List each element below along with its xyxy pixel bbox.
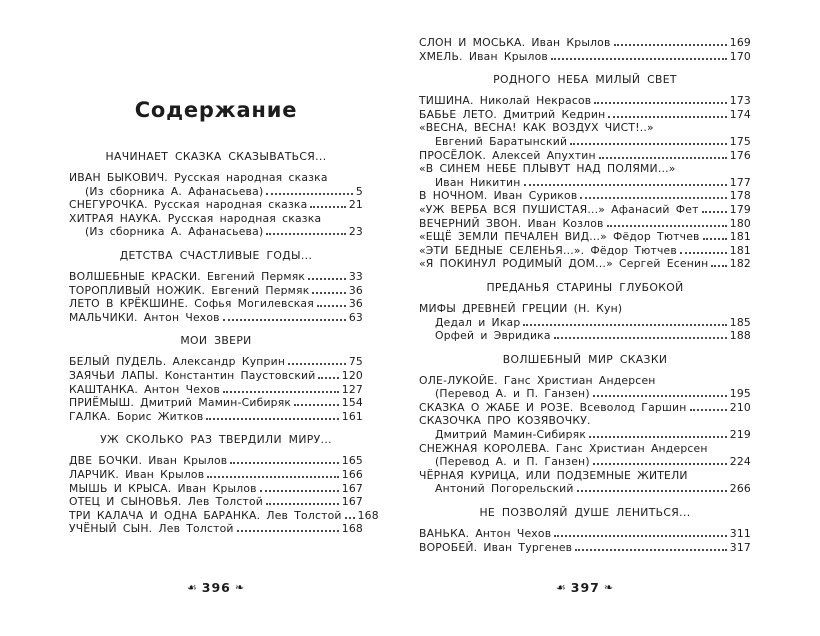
dot-leader	[580, 197, 726, 199]
dot-leader	[589, 436, 727, 438]
toc-entry-text: ХМЕЛЬ. Иван Крылов	[419, 49, 548, 63]
toc-page-ref: 169	[729, 36, 751, 49]
dot-leader	[594, 102, 726, 104]
toc-entry-line	[69, 311, 363, 325]
toc-page-ref: 181	[729, 243, 751, 257]
toc-entry-line	[419, 189, 751, 203]
toc-page-ref: 195	[729, 387, 751, 401]
toc-entry-line	[419, 217, 751, 231]
toc-entry-text: СКАЗОЧКА ПРО КОЗЯВОЧКУ.	[419, 414, 591, 428]
toc-entry	[69, 522, 363, 536]
toc-entry-line	[419, 541, 751, 555]
dot-leader	[317, 305, 346, 307]
toc-entry-line	[419, 162, 751, 176]
toc-entry-line	[419, 482, 751, 496]
toc-entry	[69, 284, 363, 298]
toc-page-ref: 75	[348, 355, 363, 369]
dot-leader	[318, 377, 338, 379]
toc-entry-text: БЕЛЫЙ ПУДЕЛЬ. Александр Куприн	[69, 355, 286, 369]
toc-page-ref: 178	[729, 189, 751, 203]
toc-entry-text: ВАНЬКА. Антон Чехов	[419, 527, 552, 541]
toc-entry-line	[419, 469, 751, 483]
toc-entry-line	[69, 297, 363, 311]
toc-entry-line	[69, 410, 363, 424]
toc-entry-text: Антоний Погорельский	[435, 482, 574, 496]
dot-leader	[523, 324, 726, 326]
dot-leader	[308, 278, 346, 280]
toc-entry-text: «ВЕСНА, ВЕСНА! КАК ВОЗДУХ ЧИСТ!..»	[419, 121, 654, 135]
toc-section-heading: ПРЕДАНЬЯ СТАРИНЫ ГЛУБОКОЙ	[486, 280, 684, 294]
footer-ornament-left-icon: ☙	[186, 581, 198, 594]
toc-entry-text: ТИШИНА. Николай Некрасов	[419, 94, 592, 108]
toc-entry-text: Дедал и Икар	[435, 315, 521, 329]
toc-entry-line	[69, 369, 363, 383]
toc-entry	[69, 495, 363, 509]
toc-entry	[69, 482, 363, 496]
toc-entry	[419, 230, 751, 244]
toc-entry-text: В НОЧНОМ. Иван Суриков	[419, 189, 578, 203]
toc-entry	[69, 396, 363, 410]
toc-content-right	[419, 36, 751, 554]
dot-leader	[593, 463, 727, 465]
toc-entry-text: ИВАН БЫКОВИЧ. Русская народная сказка	[69, 171, 328, 184]
toc-entry	[419, 217, 751, 231]
toc-entry-text: МАЛЬЧИКИ. Антон Чехов	[69, 310, 220, 324]
toc-page-ref: 175	[729, 134, 751, 148]
toc-entry-line	[69, 198, 363, 212]
dot-leader	[551, 58, 727, 60]
toc-page-ref: 21	[348, 198, 363, 212]
dot-leader	[607, 225, 727, 227]
toc-entry-line	[69, 396, 363, 410]
toc-entry	[69, 410, 363, 424]
toc-entry	[419, 50, 751, 64]
toc-entry	[69, 369, 363, 383]
toc-section-heading: НАЧИНАЕТ СКАЗКА СКАЗЫВАТЬСЯ...	[105, 150, 327, 163]
toc-page-ref: 166	[341, 467, 363, 481]
toc-entry	[419, 149, 751, 163]
toc-page-ref: 170	[729, 49, 751, 63]
dot-leader	[312, 292, 345, 294]
toc-page-ref: 168	[341, 522, 363, 536]
toc-entry-text: ЗАЯЧЬИ ЛАПЫ. Константин Паустовский	[69, 368, 316, 382]
toc-entry-line	[419, 50, 751, 64]
toc-entry-line	[69, 212, 363, 226]
toc-entry-text: «В СИНЕМ НЕБЕ ПЛЫВУТ НАД ПОЛЯМИ...»	[419, 162, 676, 176]
toc-entry	[69, 311, 363, 325]
toc-entry-text: «Я ПОКИНУЛ РОДИМЫЙ ДОМ...» Сергей Есенин	[419, 257, 709, 271]
toc-entry-text: (Перевод А. и П. Ганзен)	[435, 455, 590, 469]
dot-leader	[702, 211, 727, 213]
dot-leader	[690, 409, 727, 411]
toc-entry-text: МЫШЬ И КРЫСА. Иван Крылов	[69, 481, 257, 495]
toc-entry-line	[419, 244, 751, 258]
toc-entry-line	[69, 383, 363, 397]
dot-leader	[223, 391, 339, 393]
toc-entry-line	[419, 329, 751, 343]
dot-leader	[207, 476, 338, 478]
toc-entry-text: Дмитрий Мамин-Сибиряк	[435, 428, 587, 442]
toc-entry	[69, 297, 363, 311]
toc-page-ref: 177	[729, 175, 751, 189]
dot-leader	[599, 157, 727, 159]
toc-page-ref: 188	[729, 329, 751, 343]
toc-entry-line	[419, 455, 751, 469]
toc-entry-text: БАБЬЕ ЛЕТО. Дмитрий Кедрин	[419, 107, 606, 121]
dot-leader	[260, 490, 339, 492]
toc-section-heading: ВОЛШЕБНЫЙ МИР СКАЗКИ	[502, 352, 668, 366]
toc-entry	[419, 36, 751, 50]
dot-leader	[703, 238, 727, 240]
toc-entry-text: УЧЁНЫЙ СЫН. Лев Толстой	[69, 522, 234, 536]
toc-entry-text: КАШТАНКА. Антон Чехов	[69, 382, 221, 396]
toc-page-ref: 180	[729, 216, 751, 230]
toc-entry-line	[419, 121, 751, 135]
toc-entry	[69, 355, 363, 369]
toc-page-ref: 173	[729, 94, 751, 108]
page-number-left: 396	[201, 580, 231, 595]
toc-entry-text: Иван Никитин	[435, 175, 521, 189]
toc-entry-text: Евгений Баратынский	[435, 134, 568, 148]
toc-entry-text: (Из сборника А. Афанасьева)	[85, 225, 264, 239]
dot-leader	[577, 490, 727, 492]
toc-entry-text: ВОРОБЕЙ. Иван Тургенев	[419, 540, 573, 554]
toc-entry	[419, 302, 751, 343]
footer-ornament-right-icon: ❧	[603, 581, 615, 594]
toc-page-ref: 120	[341, 368, 363, 382]
toc-section-heading: НЕ ПОЗВОЛЯЙ ДУШЕ ЛЕНИТЬСЯ...	[479, 506, 691, 520]
toc-entry	[69, 383, 363, 397]
toc-entry-line	[69, 185, 363, 199]
toc-entry-text: (Из сборника А. Афанасьева)	[85, 184, 264, 198]
toc-entry-text: (Перевод А. и П. Ганзен)	[435, 387, 590, 401]
toc-page-ref: 181	[729, 230, 751, 244]
toc-page-ref: 161	[341, 409, 363, 423]
toc-entry-line	[69, 284, 363, 298]
dot-leader	[223, 319, 346, 321]
toc-entry	[69, 198, 363, 212]
toc-entry	[69, 270, 363, 284]
toc-entry-line	[419, 387, 751, 401]
dot-leader	[554, 535, 727, 537]
dot-leader	[266, 233, 346, 235]
toc-entry	[419, 442, 751, 469]
toc-page-ref: 168	[357, 508, 379, 522]
toc-page-ref: 176	[729, 148, 751, 162]
toc-entry	[69, 508, 379, 523]
toc-page-ref: 219	[729, 428, 751, 442]
toc-page-ref: 311	[729, 527, 751, 541]
toc-entry-text: МИФЫ ДРЕВНЕЙ ГРЕЦИИ (Н. Кун)	[419, 301, 623, 315]
toc-content-left	[69, 140, 379, 536]
dot-leader	[266, 503, 339, 505]
toc-page-ref: 317	[729, 540, 751, 554]
dot-leader	[266, 193, 353, 195]
toc-entry-line	[419, 428, 751, 442]
footer-ornament-left-icon: ☙	[555, 581, 567, 594]
dot-leader	[237, 530, 339, 532]
toc-page-ref: 174	[729, 107, 751, 121]
toc-entry-line	[69, 495, 363, 509]
toc-entry-text: Орфей и Эвридика	[435, 329, 551, 343]
toc-entry-text: ОЛЕ-ЛУКОЙЕ. Ганс Христиан Андерсен	[419, 373, 656, 387]
dot-leader	[575, 549, 727, 551]
toc-entry-line	[419, 442, 751, 456]
toc-entry-line	[69, 508, 379, 523]
dot-leader	[711, 265, 726, 267]
dot-leader	[288, 363, 346, 365]
toc-entry-line	[69, 225, 363, 239]
toc-page-ref: 33	[348, 269, 363, 283]
toc-section-heading: ДЕТСТВА СЧАСТЛИВЫЕ ГОДЫ...	[119, 248, 313, 262]
toc-entry-line	[69, 482, 363, 496]
page-number-right: 397	[570, 580, 600, 595]
toc-entry	[69, 468, 363, 482]
toc-page-ref: 5	[355, 184, 363, 198]
toc-entry	[419, 541, 751, 555]
toc-entry-line	[69, 468, 363, 482]
toc-title: Содержание	[134, 98, 298, 122]
toc-entry-line	[419, 527, 751, 541]
toc-entry-line	[419, 203, 751, 217]
page-footer-right	[419, 580, 751, 595]
toc-entry	[69, 212, 363, 239]
dot-leader	[680, 252, 727, 254]
toc-entry-text: ДВЕ БОЧКИ. Иван Крылов	[69, 454, 228, 468]
toc-section-heading: УЖ СКОЛЬКО РАЗ ТВЕРДИЛИ МИРУ...	[100, 433, 332, 447]
toc-entry-text: ТРИ КАЛАЧА И ОДНА БАРАНКА. Лев Толстой	[69, 508, 342, 522]
toc-section-heading: МОИ ЗВЕРИ	[180, 334, 252, 348]
toc-entry-line	[419, 374, 751, 388]
toc-entry	[419, 121, 751, 148]
toc-page-ref: 63	[348, 310, 363, 324]
toc-entry	[69, 454, 363, 468]
toc-entry-line	[69, 355, 363, 369]
page-right	[419, 30, 751, 595]
dot-leader	[614, 44, 727, 46]
toc-page-ref: 182	[729, 257, 751, 271]
page-left	[69, 30, 379, 595]
dot-leader	[230, 462, 338, 464]
toc-entry-line	[419, 135, 751, 149]
toc-entry-line	[419, 257, 751, 271]
toc-page-ref: 154	[341, 396, 363, 410]
footer-ornament-right-icon: ❧	[234, 581, 246, 594]
toc-entry	[419, 401, 751, 415]
toc-entry-line	[419, 230, 751, 244]
toc-page-ref: 167	[341, 495, 363, 509]
toc-entry-line	[419, 94, 751, 108]
dot-leader	[570, 143, 727, 145]
toc-page-ref: 165	[341, 454, 363, 468]
toc-page-ref: 185	[729, 315, 751, 329]
toc-entry-line	[419, 108, 751, 122]
toc-entry-text: СНЕЖНАЯ КОРОЛЕВА. Ганс Христиан Андерсен	[419, 441, 708, 455]
toc-entry-text: «ЭТИ БЕДНЫЕ СЕЛЕНЬЯ...». Фёдор Тютчев	[419, 243, 677, 257]
toc-entry	[419, 162, 751, 189]
toc-entry-text: ПРОСЁЛОК. Алексей Апухтин	[419, 148, 596, 162]
toc-entry-text: ОТЕЦ И СЫНОВЬЯ. Лев Толстой	[69, 495, 264, 509]
toc-entry-line	[419, 401, 751, 415]
toc-entry-text: ВОЛШЕБНЫЕ КРАСКИ. Евгений Пермяк	[69, 269, 306, 283]
toc-entry-text: ГАЛКА. Борис Житков	[69, 409, 204, 423]
toc-entry-line	[419, 414, 751, 428]
toc-entry-text: «ЕЩЁ ЗЕМЛИ ПЕЧАЛЕН ВИД...» Фёдор Тютчев	[419, 230, 700, 244]
toc-entry	[419, 108, 751, 122]
dot-leader	[608, 116, 726, 118]
toc-entry	[419, 374, 751, 401]
toc-entry-text: ЛАРЧИК. Иван Крылов	[69, 467, 205, 481]
toc-page-ref: 224	[729, 455, 751, 469]
toc-entry-line	[69, 454, 363, 468]
toc-entry-line	[419, 176, 751, 190]
toc-entry	[419, 469, 751, 496]
page-footer-left	[69, 580, 363, 595]
dot-leader	[310, 206, 345, 208]
toc-entry-text: «УЖ ВЕРБА ВСЯ ПУШИСТАЯ...» Афанасий Фет	[419, 202, 699, 216]
toc-entry-text: ЧЁРНАЯ КУРИЦА, ИЛИ ПОДЗЕМНЫЕ ЖИТЕЛИ	[419, 468, 688, 482]
toc-entry-line	[419, 302, 751, 316]
dot-leader	[593, 395, 727, 397]
toc-entry-text: ЛЕТО В КРЁКШИНЕ. Софья Могилевская	[69, 297, 314, 311]
toc-entry-text: ХИТРАЯ НАУКА. Русская народная сказка	[69, 211, 322, 225]
toc-page-ref: 127	[341, 382, 363, 396]
toc-page-ref: 36	[348, 283, 363, 297]
toc-entry	[419, 94, 751, 108]
dot-leader	[554, 337, 727, 339]
dot-leader	[206, 418, 338, 420]
toc-entry-text: ВЕЧЕРНИЙ ЗВОН. Иван Козлов	[419, 216, 604, 230]
toc-page-ref: 266	[729, 482, 751, 496]
toc-page-ref: 23	[348, 225, 363, 239]
dot-leader	[345, 517, 355, 519]
toc-page-ref: 167	[341, 481, 363, 495]
toc-page-ref: 210	[729, 400, 751, 414]
dot-leader	[524, 184, 727, 186]
toc-page-ref: 36	[348, 297, 363, 311]
toc-entry	[419, 203, 751, 217]
toc-entry-text: СЛОН И МОСЬКА. Иван Крылов	[419, 36, 611, 49]
toc-entry-line	[69, 270, 363, 284]
toc-entry	[419, 414, 751, 441]
toc-entry-line	[419, 36, 751, 50]
toc-entry	[419, 189, 751, 203]
toc-entry-text: СНЕГУРОЧКА. Русская народная сказка	[69, 198, 308, 212]
toc-entry-text: СКАЗКА О ЖАБЕ И РОЗЕ. Всеволод Гаршин	[419, 400, 687, 414]
toc-entry	[69, 171, 363, 198]
toc-section-heading: РОДНОГО НЕБА МИЛЫЙ СВЕТ	[493, 73, 677, 87]
toc-entry-line	[419, 149, 751, 163]
toc-entry-text: ТОРОПЛИВЫЙ НОЖИК. Евгений Пермяк	[69, 283, 310, 297]
toc-entry-line	[419, 316, 751, 330]
toc-entry-line	[69, 171, 363, 185]
toc-entry	[419, 244, 751, 258]
dot-leader	[294, 404, 339, 406]
toc-entry-line	[69, 522, 363, 536]
toc-entry-text: ПРИЁМЫШ. Дмитрий Мамин-Сибиряк	[69, 396, 292, 410]
toc-page-ref: 179	[729, 202, 751, 216]
toc-entry	[419, 257, 751, 271]
toc-entry	[419, 527, 751, 541]
